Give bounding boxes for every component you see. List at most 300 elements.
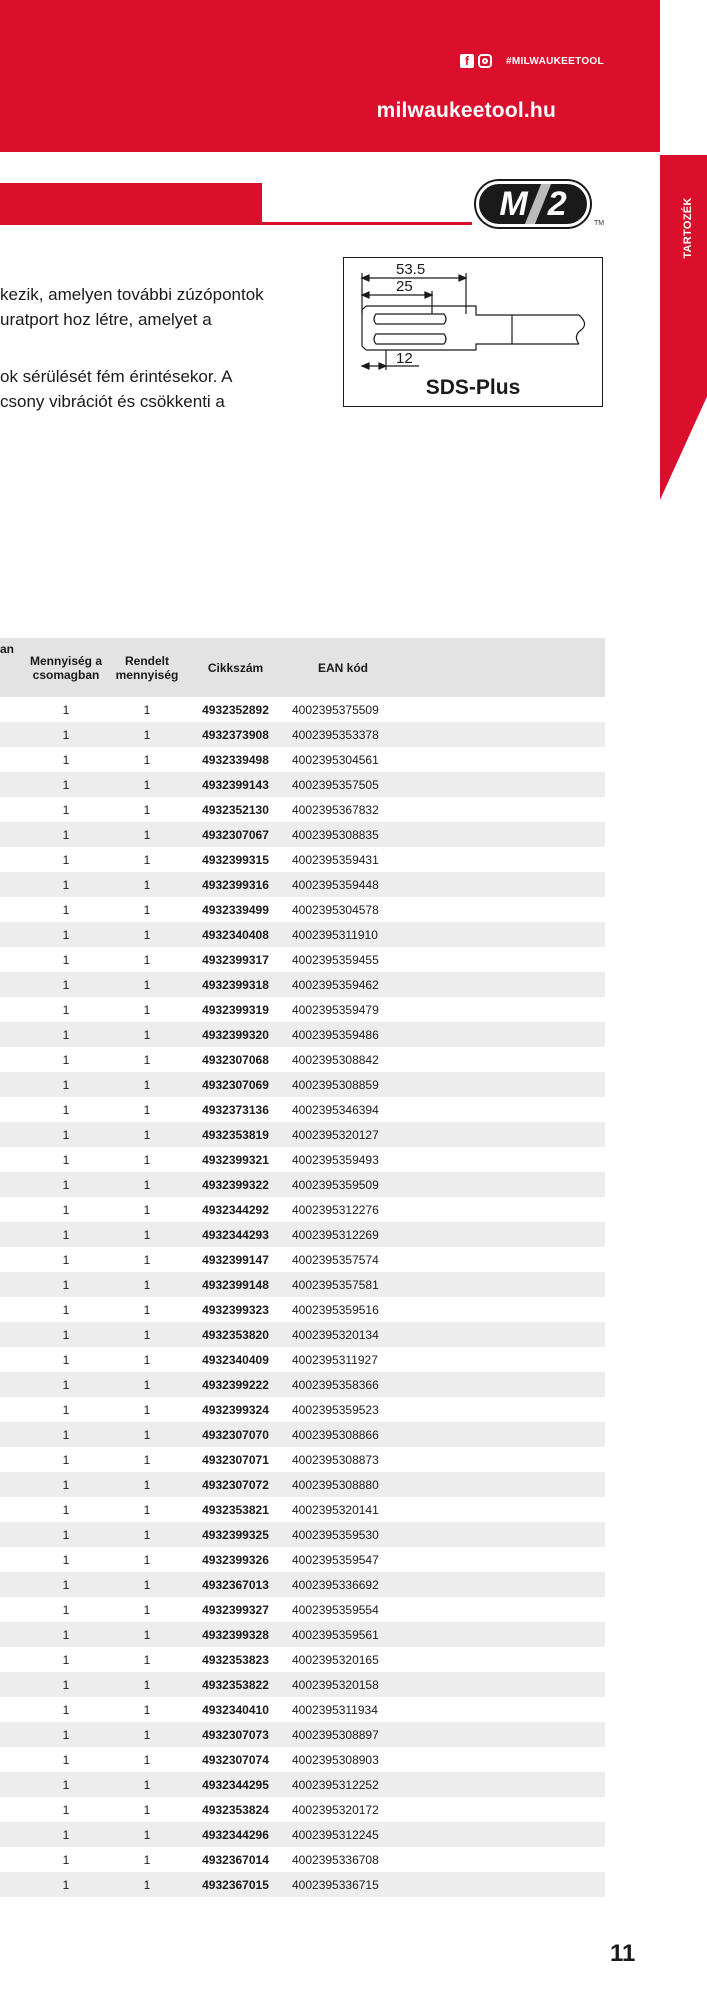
- cell-ean: 4002395359448: [289, 872, 397, 897]
- cell-ean: 4002395359486: [289, 1022, 397, 1047]
- cell-article: 4932399323: [182, 1297, 289, 1322]
- cell-ean: 4002395312252: [289, 1772, 397, 1797]
- cell-ean: 4002395359547: [289, 1547, 397, 1572]
- cell-article: 4932307072: [182, 1472, 289, 1497]
- col-ean: EAN kód: [289, 638, 397, 697]
- cell-article: 4932344292: [182, 1197, 289, 1222]
- cell-ordered: 1: [112, 1222, 182, 1247]
- cell-ordered: 1: [112, 1797, 182, 1822]
- cell-ean: 4002395320158: [289, 1672, 397, 1697]
- cell-ordered: 1: [112, 1747, 182, 1772]
- cell-blank: [397, 1422, 605, 1447]
- cell-article: 4932307070: [182, 1422, 289, 1447]
- cell-blank: [397, 1222, 605, 1247]
- col-article: Cikkszám: [182, 638, 289, 697]
- cell-article: 4932367015: [182, 1872, 289, 1897]
- cell-ordered: 1: [112, 1197, 182, 1222]
- table-row: [0, 1222, 605, 1247]
- cell-ean: 4002395359462: [289, 972, 397, 997]
- cell-blank: [0, 697, 20, 722]
- cell-blank: [0, 947, 20, 972]
- cell-qty-pack: 1: [20, 1722, 112, 1747]
- table-body: [0, 697, 605, 1897]
- dimension-mid: 25: [396, 278, 413, 295]
- cell-blank: [0, 1297, 20, 1322]
- cell-qty-pack: 1: [20, 822, 112, 847]
- dimension-total: 53.5: [396, 261, 426, 278]
- table-row: [0, 1697, 605, 1722]
- cell-blank: [397, 1797, 605, 1822]
- table-row: [0, 797, 605, 822]
- table-row: [0, 1447, 605, 1472]
- cell-ordered: 1: [112, 697, 182, 722]
- cell-article: 4932307067: [182, 822, 289, 847]
- cell-qty-pack: 1: [20, 1247, 112, 1272]
- cell-ordered: 1: [112, 972, 182, 997]
- table-row: [0, 1072, 605, 1097]
- cell-blank: [0, 1047, 20, 1072]
- cell-blank: [397, 1872, 605, 1897]
- cell-qty-pack: 1: [20, 1372, 112, 1397]
- cell-blank: [397, 1572, 605, 1597]
- cell-article: 4932352130: [182, 797, 289, 822]
- cell-blank: [0, 1322, 20, 1347]
- cell-ordered: 1: [112, 1272, 182, 1297]
- cell-qty-pack: 1: [20, 1097, 112, 1122]
- cell-blank: [397, 1397, 605, 1422]
- cell-ordered: 1: [112, 1597, 182, 1622]
- logo-number: 2: [547, 184, 567, 223]
- table-row: [0, 1572, 605, 1597]
- cell-article: 4932340410: [182, 1697, 289, 1722]
- cell-blank: [0, 1197, 20, 1222]
- table-row: [0, 972, 605, 997]
- cell-ean: 4002395359431: [289, 847, 397, 872]
- cell-article: 4932399324: [182, 1397, 289, 1422]
- cell-article: 4932307068: [182, 1047, 289, 1072]
- table-row: [0, 872, 605, 897]
- cell-blank: [397, 972, 605, 997]
- cell-blank: [0, 1497, 20, 1522]
- cell-blank: [397, 1547, 605, 1572]
- cell-article: 4932373136: [182, 1097, 289, 1122]
- cell-article: 4932307071: [182, 1447, 289, 1472]
- cell-blank: [0, 847, 20, 872]
- cell-blank: [397, 1097, 605, 1122]
- table-row: [0, 1122, 605, 1147]
- cell-article: 4932352892: [182, 697, 289, 722]
- cell-blank: [0, 1522, 20, 1547]
- cell-qty-pack: 1: [20, 1472, 112, 1497]
- cell-qty-pack: 1: [20, 1697, 112, 1722]
- cell-blank: [397, 1722, 605, 1747]
- table-row: [0, 1397, 605, 1422]
- cell-ean: 4002395308835: [289, 822, 397, 847]
- cell-blank: [0, 1697, 20, 1722]
- table-row: [0, 1197, 605, 1222]
- cell-article: 4932399326: [182, 1547, 289, 1572]
- cell-blank: [0, 1847, 20, 1872]
- cell-ordered: 1: [112, 1847, 182, 1872]
- cell-blank: [397, 1847, 605, 1872]
- cell-qty-pack: 1: [20, 1222, 112, 1247]
- cell-blank: [0, 972, 20, 997]
- cell-ean: 4002395359493: [289, 1147, 397, 1172]
- cell-ean: 4002395308859: [289, 1072, 397, 1097]
- website-link[interactable]: milwaukeetool.hu: [376, 99, 556, 122]
- cell-qty-pack: 1: [20, 1347, 112, 1372]
- cell-qty-pack: 1: [20, 1847, 112, 1872]
- cell-blank: [397, 1372, 605, 1397]
- cell-ean: 4002395308897: [289, 1722, 397, 1747]
- m2-logo: [476, 181, 590, 227]
- cell-ean: 4002395336692: [289, 1572, 397, 1597]
- cell-qty-pack: 1: [20, 947, 112, 972]
- cell-blank: [397, 1697, 605, 1722]
- cell-blank: [0, 797, 20, 822]
- cell-blank: [0, 1772, 20, 1797]
- table-row: [0, 722, 605, 747]
- cell-qty-pack: 1: [20, 1047, 112, 1072]
- cell-ean: 4002395357505: [289, 772, 397, 797]
- cell-blank: [0, 722, 20, 747]
- cell-blank: [397, 1447, 605, 1472]
- cell-ordered: 1: [112, 1147, 182, 1172]
- cell-blank: [397, 1522, 605, 1547]
- table-row: [0, 1772, 605, 1797]
- table-row: [0, 1872, 605, 1897]
- table-row: [0, 1097, 605, 1122]
- cell-ean: 4002395304561: [289, 747, 397, 772]
- cell-blank: [397, 1047, 605, 1072]
- cell-ordered: 1: [112, 822, 182, 847]
- cell-qty-pack: 1: [20, 1297, 112, 1322]
- cell-ordered: 1: [112, 1397, 182, 1422]
- cell-blank: [397, 872, 605, 897]
- cell-qty-pack: 1: [20, 972, 112, 997]
- cell-ean: 4002395357581: [289, 1272, 397, 1297]
- cell-qty-pack: 1: [20, 1497, 112, 1522]
- cell-qty-pack: 1: [20, 1672, 112, 1697]
- cell-ordered: 1: [112, 1047, 182, 1072]
- cell-article: 4932399319: [182, 997, 289, 1022]
- cell-ean: 4002395358366: [289, 1372, 397, 1397]
- cell-blank: [0, 1222, 20, 1247]
- cell-qty-pack: 1: [20, 872, 112, 897]
- table-row: [0, 822, 605, 847]
- cell-ean: 4002395320127: [289, 1122, 397, 1147]
- table-row: [0, 1322, 605, 1347]
- facebook-icon[interactable]: f: [460, 54, 474, 68]
- cell-ean: 4002395359509: [289, 1172, 397, 1197]
- cell-qty-pack: 1: [20, 1872, 112, 1897]
- cell-ordered: 1: [112, 847, 182, 872]
- cell-blank: [397, 947, 605, 972]
- cell-blank: [0, 922, 20, 947]
- cell-qty-pack: 1: [20, 1747, 112, 1772]
- hashtag: #MILWAUKEETOOL: [506, 55, 604, 67]
- table-row: [0, 1622, 605, 1647]
- cell-ean: 4002395320165: [289, 1647, 397, 1672]
- cell-blank: [397, 1147, 605, 1172]
- cell-blank: [397, 1647, 605, 1672]
- cell-ordered: 1: [112, 1572, 182, 1597]
- cell-article: 4932339498: [182, 747, 289, 772]
- dimension-short: 12: [396, 350, 413, 367]
- table-header-row: [0, 638, 605, 697]
- cell-ean: 4002395359455: [289, 947, 397, 972]
- cell-blank: [397, 1497, 605, 1522]
- cell-ordered: 1: [112, 1097, 182, 1122]
- cell-ean: 4002395346394: [289, 1097, 397, 1122]
- cell-ordered: 1: [112, 897, 182, 922]
- cell-blank: [397, 897, 605, 922]
- cell-ean: 4002395320134: [289, 1322, 397, 1347]
- cell-ordered: 1: [112, 772, 182, 797]
- table-row: [0, 1497, 605, 1522]
- cell-qty-pack: 1: [20, 922, 112, 947]
- cell-ordered: 1: [112, 722, 182, 747]
- cell-qty-pack: 1: [20, 1272, 112, 1297]
- cell-ordered: 1: [112, 1372, 182, 1397]
- cell-blank: [0, 1472, 20, 1497]
- cell-article: 4932353822: [182, 1672, 289, 1697]
- cell-ean: 4002395304578: [289, 897, 397, 922]
- table-row: [0, 1547, 605, 1572]
- cell-ordered: 1: [112, 1822, 182, 1847]
- cell-blank: [397, 1772, 605, 1797]
- cell-article: 4932399328: [182, 1622, 289, 1647]
- cell-blank: [0, 1122, 20, 1147]
- cell-blank: [0, 1422, 20, 1447]
- cell-qty-pack: 1: [20, 1397, 112, 1422]
- cell-qty-pack: 1: [20, 1772, 112, 1797]
- cell-article: 4932399316: [182, 872, 289, 897]
- instagram-icon[interactable]: [478, 54, 492, 68]
- cell-qty-pack: 1: [20, 1322, 112, 1347]
- cell-article: 4932399321: [182, 1147, 289, 1172]
- cell-blank: [0, 1797, 20, 1822]
- header-banner: [0, 0, 660, 152]
- cell-ordered: 1: [112, 1322, 182, 1347]
- cell-ean: 4002395320172: [289, 1797, 397, 1822]
- cell-qty-pack: 1: [20, 1197, 112, 1222]
- cell-ean: 4002395359530: [289, 1522, 397, 1547]
- cell-blank: [0, 822, 20, 847]
- cell-article: 4932399325: [182, 1522, 289, 1547]
- cell-blank: [0, 1447, 20, 1472]
- cell-ordered: 1: [112, 1772, 182, 1797]
- cell-ean: 4002395308880: [289, 1472, 397, 1497]
- cell-ordered: 1: [112, 1697, 182, 1722]
- cell-blank: [397, 1072, 605, 1097]
- cell-blank: [0, 1072, 20, 1097]
- table-row: [0, 1422, 605, 1447]
- cell-ordered: 1: [112, 1622, 182, 1647]
- cell-ean: 4002395353378: [289, 722, 397, 747]
- cell-qty-pack: 1: [20, 1597, 112, 1622]
- cell-qty-pack: 1: [20, 772, 112, 797]
- cell-blank: [0, 1247, 20, 1272]
- cell-qty-pack: 1: [20, 1122, 112, 1147]
- cell-article: 4932353819: [182, 1122, 289, 1147]
- product-table: [0, 638, 605, 1897]
- cell-blank: [0, 1022, 20, 1047]
- cell-blank: [397, 722, 605, 747]
- table-row: [0, 1022, 605, 1047]
- table-row: [0, 1147, 605, 1172]
- sds-plus-label: SDS-Plus: [425, 376, 521, 399]
- cell-article: 4932353820: [182, 1322, 289, 1347]
- cell-ordered: 1: [112, 1447, 182, 1472]
- cell-ean: 4002395308873: [289, 1447, 397, 1472]
- cell-article: 4932353821: [182, 1497, 289, 1522]
- cell-ean: 4002395320141: [289, 1497, 397, 1522]
- cell-ean: 4002395357574: [289, 1247, 397, 1272]
- cell-blank: [0, 1347, 20, 1372]
- table-row: [0, 1647, 605, 1672]
- cell-blank: [0, 1747, 20, 1772]
- cell-ordered: 1: [112, 872, 182, 897]
- cell-blank: [0, 772, 20, 797]
- cell-blank: [397, 1347, 605, 1372]
- cell-article: 4932344295: [182, 1772, 289, 1797]
- table-row: [0, 1597, 605, 1622]
- description-line: ok sérülését fém érintésekor. A: [0, 367, 233, 386]
- cell-article: 4932399318: [182, 972, 289, 997]
- cell-article: 4932399322: [182, 1172, 289, 1197]
- cell-ean: 4002395311910: [289, 922, 397, 947]
- description-line: kezik, amelyen további zúzópontok: [0, 285, 264, 304]
- cell-qty-pack: 1: [20, 722, 112, 747]
- cell-ordered: 1: [112, 747, 182, 772]
- cell-article: 4932399315: [182, 847, 289, 872]
- col-ordered: Rendelt mennyiség: [112, 638, 182, 697]
- table-row: [0, 1047, 605, 1072]
- cell-qty-pack: 1: [20, 1522, 112, 1547]
- cell-ean: 4002395359516: [289, 1297, 397, 1322]
- cell-ean: 4002395312276: [289, 1197, 397, 1222]
- cell-blank: [0, 1822, 20, 1847]
- cell-qty-pack: 1: [20, 1822, 112, 1847]
- cell-ordered: 1: [112, 1647, 182, 1672]
- cell-ean: 4002395308903: [289, 1747, 397, 1772]
- cell-ordered: 1: [112, 1497, 182, 1522]
- cell-qty-pack: 1: [20, 747, 112, 772]
- table-row: [0, 697, 605, 722]
- description-line: csony vibrációt és csökkenti a: [0, 392, 225, 411]
- cell-blank: [0, 1547, 20, 1572]
- cell-blank: [0, 1722, 20, 1747]
- cell-blank: [397, 1672, 605, 1697]
- cell-blank: [397, 922, 605, 947]
- cell-blank: [397, 1747, 605, 1772]
- cell-qty-pack: 1: [20, 1797, 112, 1822]
- cell-blank: [397, 797, 605, 822]
- cell-blank: [397, 1247, 605, 1272]
- cell-blank: [0, 1647, 20, 1672]
- cell-article: 4932340408: [182, 922, 289, 947]
- cell-blank: [397, 1622, 605, 1647]
- cell-ordered: 1: [112, 1072, 182, 1097]
- cell-qty-pack: 1: [20, 1022, 112, 1047]
- cell-qty-pack: 1: [20, 1422, 112, 1447]
- cell-blank: [0, 1597, 20, 1622]
- cell-article: 4932353823: [182, 1647, 289, 1672]
- cell-blank: [0, 872, 20, 897]
- cell-ean: 4002395359554: [289, 1597, 397, 1622]
- cell-blank: [397, 1022, 605, 1047]
- table-row: [0, 847, 605, 872]
- cell-blank: [0, 1147, 20, 1172]
- col-blank: [397, 638, 605, 697]
- cell-ean: 4002395367832: [289, 797, 397, 822]
- table-row: [0, 1247, 605, 1272]
- cell-blank: [397, 747, 605, 772]
- cell-ordered: 1: [112, 1122, 182, 1147]
- section-divider: [262, 222, 472, 225]
- cell-ean: 4002395311934: [289, 1697, 397, 1722]
- cell-ean: 4002395308866: [289, 1422, 397, 1447]
- cell-qty-pack: 1: [20, 1072, 112, 1097]
- cell-ean: 4002395312269: [289, 1222, 397, 1247]
- cell-blank: [0, 1272, 20, 1297]
- cell-article: 4932399320: [182, 1022, 289, 1047]
- cell-blank: [397, 1122, 605, 1147]
- logo-letter: M: [499, 184, 528, 223]
- cell-blank: [397, 697, 605, 722]
- cell-article: 4932399327: [182, 1597, 289, 1622]
- description-line: uratport hoz létre, amelyet a: [0, 310, 212, 329]
- cell-article: 4932399147: [182, 1247, 289, 1272]
- cell-ordered: 1: [112, 1547, 182, 1572]
- cell-blank: [397, 1597, 605, 1622]
- cell-qty-pack: 1: [20, 1622, 112, 1647]
- cell-blank: [0, 1397, 20, 1422]
- cell-blank: [0, 1622, 20, 1647]
- cell-qty-pack: 1: [20, 697, 112, 722]
- table-row: [0, 1522, 605, 1547]
- cell-blank: [397, 1322, 605, 1347]
- cell-qty-pack: 1: [20, 897, 112, 922]
- cell-ordered: 1: [112, 1297, 182, 1322]
- cell-ean: 4002395308842: [289, 1047, 397, 1072]
- cell-blank: [0, 1097, 20, 1122]
- cell-ean: 4002395359523: [289, 1397, 397, 1422]
- cell-article: 4932339499: [182, 897, 289, 922]
- table-row: [0, 1722, 605, 1747]
- cell-ordered: 1: [112, 922, 182, 947]
- cell-article: 4932399222: [182, 1372, 289, 1397]
- cell-ean: 4002395311927: [289, 1347, 397, 1372]
- table-row: [0, 1472, 605, 1497]
- cell-article: 4932399148: [182, 1272, 289, 1297]
- col-qty-pack: Mennyiség a csomagban: [20, 638, 112, 697]
- table-row: [0, 922, 605, 947]
- cell-blank: [397, 1472, 605, 1497]
- cell-article: 4932399143: [182, 772, 289, 797]
- cell-ordered: 1: [112, 1522, 182, 1547]
- cell-ordered: 1: [112, 1672, 182, 1697]
- cell-blank: [397, 1197, 605, 1222]
- cell-blank: [397, 1822, 605, 1847]
- cell-article: 4932307069: [182, 1072, 289, 1097]
- table-row: [0, 1372, 605, 1397]
- cell-qty-pack: 1: [20, 1547, 112, 1572]
- table-row: [0, 1822, 605, 1847]
- cell-blank: [0, 1172, 20, 1197]
- cell-article: 4932307074: [182, 1747, 289, 1772]
